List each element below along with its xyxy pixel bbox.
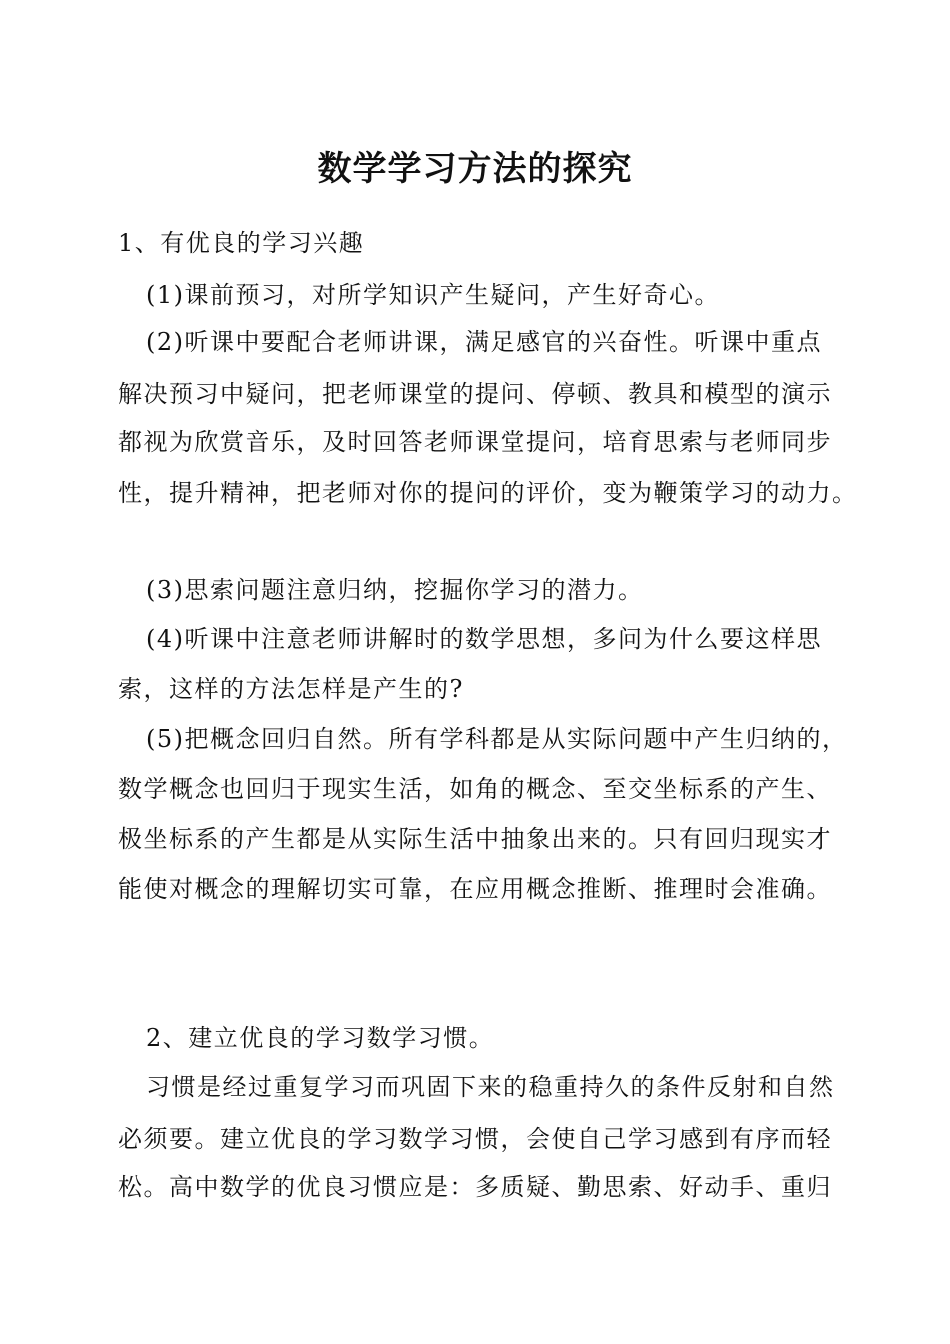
paragraph-line: 都视为欣赏音乐，及时回答老师课堂提问，培育思索与老师同步 (118, 428, 832, 456)
paragraph-line: (1)课前预习，对所学知识产生疑问，产生好奇心。 (146, 281, 720, 309)
paragraph-line: 习惯是经过重复学习而巩固下来的稳重持久的条件反射和自然 (146, 1073, 835, 1101)
paragraph-line: 极坐标系的产生都是从实际生活中抽象出来的。只有回归现实才 (118, 825, 832, 853)
paragraph-line: 性，提升精神，把老师对你的提问的评价，变为鞭策学习的动力。 (118, 479, 858, 507)
paragraph-line: (2)听课中要配合老师讲课，满足感官的兴奋性。听课中重点 (146, 328, 822, 356)
paragraph-line: (3)思索问题注意归纳，挖掘你学习的潜力。 (146, 576, 644, 604)
paragraph-line: 松。高中数学的优良习惯应是：多质疑、勤思索、好动手、重归 (118, 1173, 832, 1201)
paragraph-line: 必须要。建立优良的学习数学习惯，会使自己学习感到有序而轻 (118, 1125, 832, 1153)
paragraph-line: (4)听课中注意老师讲解时的数学思想，多问为什么要这样思 (146, 625, 822, 653)
paragraph-line: (5)把概念回归自然。所有学科都是从实际问题中产生归纳的， (146, 725, 848, 753)
section-heading-1: 1、有优良的学习兴趣 (118, 229, 365, 257)
paragraph-line: 索，这样的方法怎样是产生的? (118, 675, 464, 703)
document-title: 数学学习方法的探究 (317, 149, 633, 189)
paragraph-line: 数学概念也回归于现实生活，如角的概念、至交坐标系的产生、 (118, 775, 832, 803)
section-heading-2: 2、建立优良的学习数学习惯。 (146, 1024, 495, 1052)
paragraph-line: 解决预习中疑问，把老师课堂的提问、停顿、教具和模型的演示 (118, 380, 832, 408)
paragraph-line: 能使对概念的理解切实可靠，在应用概念推断、推理时会准确。 (118, 875, 832, 903)
